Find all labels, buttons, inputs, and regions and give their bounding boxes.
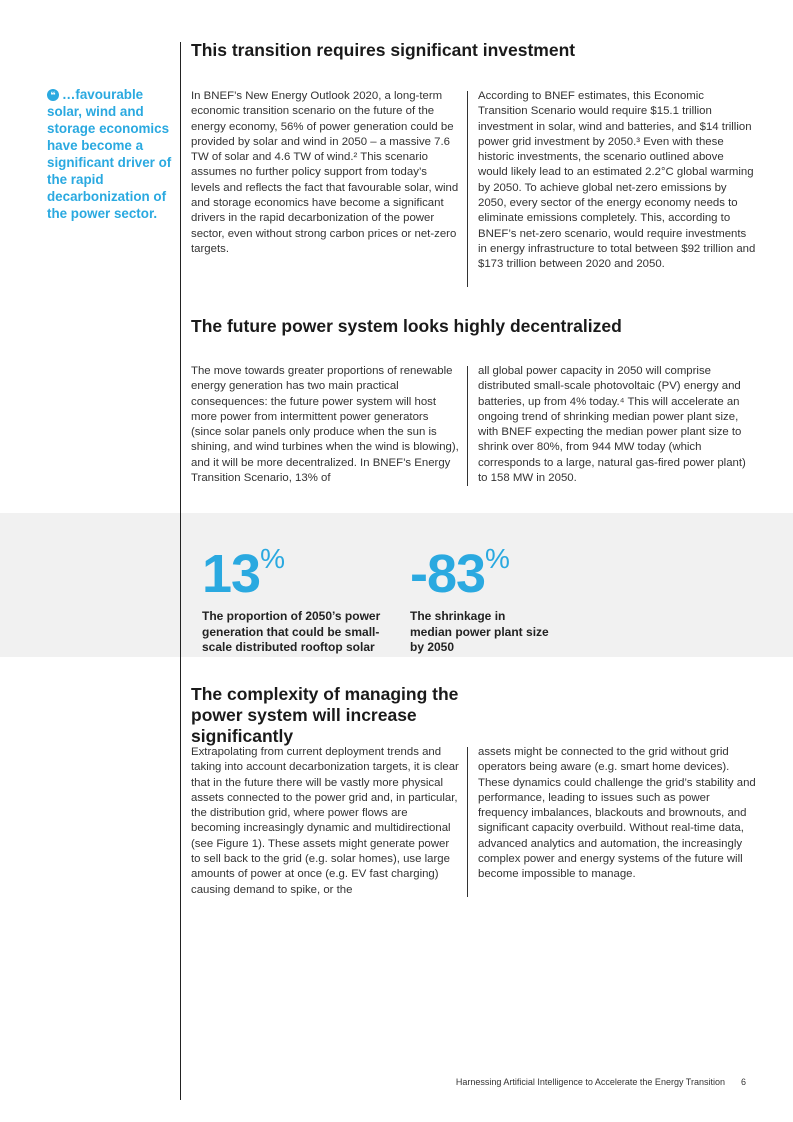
margin-rule — [180, 42, 181, 1100]
pull-quote — [47, 86, 175, 222]
section-complexity-right-text: assets might be connected to the grid without grid operators being aware (e.g. smart home devices). These dynamics could challenge the grid’s stability and performance, leading to issues such as power frequency imbalances, blackouts and brownouts, and significant capacity overbuild. Without real-time data, advanced analytics and automation, the increasingly complex power and energy systems of the future will become impossible to manage. — [478, 746, 756, 881]
section-complexity-left-text: Extrapolating from current deployment trends and taking into account decarbonization targets, it is clear that in the future there will be vastly more physical assets connected to the power grid and, in particular, the distribution grid, where power flows are becoming increasingly dynamic and multidirectional (see Figure 1). These assets might generate power to sell back to the grid (e.g. solar homes), use large amounts of power at once (e.g. EV fast charging) causing demand to spike, or the — [191, 746, 459, 896]
stat-plant-shrinkage — [410, 528, 550, 656]
stat-value: -83% — [410, 543, 510, 604]
section-decentralized-right-text: all global power capacity in 2050 will comprise distributed small-scale photovoltaic (PV) energy and batteries, up from 4% today.⁴ This will accelerate an ongoing trend of shrinking median power plant size, with BNEF expecting the median power plant size to shrink over 80%, from 944 MW today (which corresponds to a large, natural gas-fired power plant) to 158 MW in 2050. — [478, 365, 746, 485]
section-heading-complexity: The complexity of managing the power system will increase significantly — [191, 684, 459, 746]
page-footer — [456, 1077, 746, 1087]
stat-value: 13% — [202, 543, 285, 604]
pull-quote-text: …favourable solar, wind and storage economics have become a significant driver of the rapid decarbonization of the power sector. — [47, 87, 172, 221]
section-decentralized-left-text: The move towards greater proportions of renewable energy generation has two main practical consequences: the future power system will host more power from intermittent power generators (since solar panels only produce when the sun is shining, and wind turbines when the wind is blowing), and it will be more decentralized. In BNEF’s Energy Transition Scenario, 13% of — [191, 365, 459, 485]
stats-band — [0, 513, 793, 657]
page-number: 6 — [740, 1077, 746, 1087]
stat-rooftop-solar — [202, 528, 387, 656]
section-investment-right-text: According to BNEF estimates, this Economic Transition Scenario would require $15.1 trillion investment in solar, wind and batteries, and $14 trillion power grid investment by 2050.³ Even with these historic investments, the scenario outlined above would likely lead to an estimated 2.2°C global warming by 2050. To achieve global net-zero emissions by 2050, every sector of the energy economy needs to eliminate emissions completely. This, according to BNEF’s net-zero scenario, would require investments in energy infrastructure to total between $92 trillion and $173 trillion between 2020 and 2050. — [478, 90, 756, 271]
section-heading-decentralized: The future power system looks highly decentralized — [191, 316, 622, 336]
section-investment-left-text: In BNEF’s New Energy Outlook 2020, a long-term economic transition scenario on the future of the energy economy, 56% of power generation could be provided by solar and wind in 2050 – a massive 7.6 TW of solar and 4.6 TW of wind.² This scenario assumes no further policy support from today’s levels and reflects the fact that favourable solar, wind and storage economics have become a significant drivers in the rapid decarbonization of the power sector, even without strong carbon prices or net-zero targets. — [191, 90, 459, 255]
section-heading-investment: This transition requires significant investment — [191, 40, 576, 60]
quote-icon: ❝ — [47, 89, 59, 101]
stat-label: The proportion of 2050’s power generation that could be small-scale distributed rooftop solar — [202, 609, 381, 654]
footer-title: Harnessing Artificial Intelligence to Accelerate the Energy Transition — [455, 1077, 725, 1087]
stat-label: The shrinkage in median power plant size by 2050 — [410, 609, 549, 654]
